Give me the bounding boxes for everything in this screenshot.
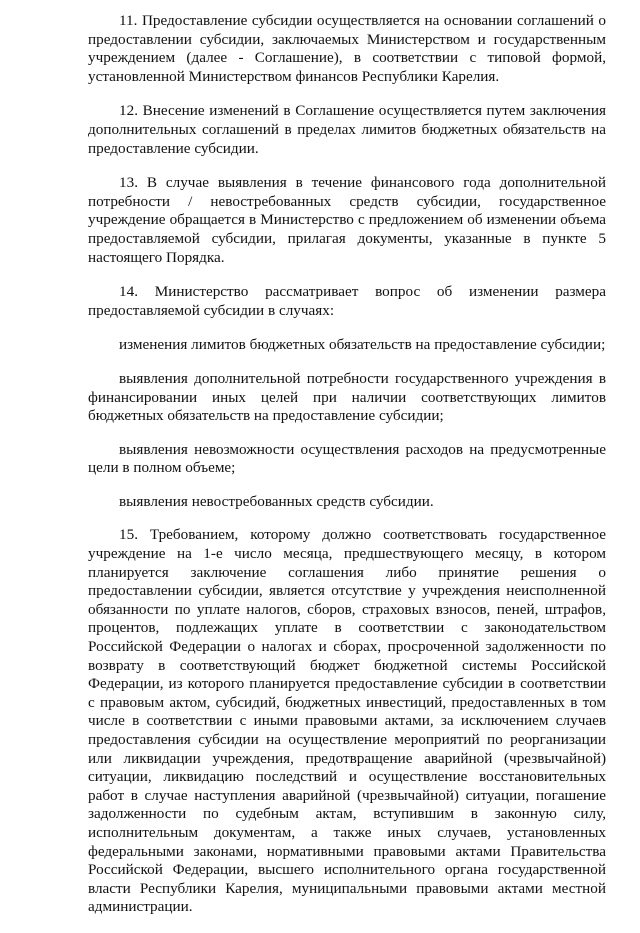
paragraph-11: 11. Предоставление субсидии осуществляется на основании соглашений о предоставлении субсидии, заключаемых Министерством и государственным учреждением (далее - Соглашение), в соответствии с типовой формой, установленной Министерством финансов Республики Карелия. bbox=[88, 12, 606, 85]
case-item-3: выявления невозможности осуществления расходов на предусмотренные цели в полном объеме; bbox=[88, 440, 606, 477]
paragraph-14: 14. Министерство рассматривает вопрос об изменении размера предоставляемой субсидии в случаях: bbox=[88, 283, 606, 319]
case-item-4: выявления невостребованных средств субсидии. bbox=[119, 492, 434, 510]
paragraph-15: 15. Требованием, которому должно соответствовать государственное учреждение на 1-е число месяца, предшествующего месяцу, в котором планируется заключение соглашения либо принятие решения о предоставлении субсидии, является отсутствие у учреждения неисполненной обязанности по уплате налогов, сборов, страховых взносов, пеней, штрафов, процентов, подлежащих уплате в соответствии с законодательством Российской Федерации о налогах и сборах, просроченной задолженности по возврату в соответствующий бюджет бюджетной системы Российской Федерации, из которого планируется предоставление субсидии в соответствии с правовым актом, субсидий, бюджетных инвестиций, предоставленных в том числе в соответствии с иными правовыми актами, за исключением случаев предоставления субсидии на осуществление мероприятий по реорганизации или ликвидации учреждения, предотвращение аварийной (чрезвычайной) ситуации, ликвидацию последствий и осуществление восстановительных работ в случае наступления аварийной (чрезвычайной) ситуации, погашение задолженности по судебным актам, вступившим в законную силу, исполнительным документам, а также иных случаев, установленных федеральными законами, нормативными правовыми актами Правительства Российской Федерации, высшего исполнительного органа государственной власти Республики Карелия, муниципальными правовыми актами местной администрации. bbox=[88, 526, 606, 916]
document-page bbox=[88, 12, 606, 933]
paragraph-12: 12. Внесение изменений в Соглашение осуществляется путем заключения дополнительных соглашений в пределах лимитов бюджетных обязательств на предоставление субсидии. bbox=[88, 102, 606, 157]
case-item-2: выявления дополнительной потребности государственного учреждения в финансировании иных целей при наличии соответствующих лимитов бюджетных обязательств на предоставление субсидии; bbox=[88, 369, 606, 425]
case-item-1: изменения лимитов бюджетных обязательств на предоставление субсидии; bbox=[119, 336, 606, 354]
paragraph-13: 13. В случае выявления в течение финансового года дополнительной потребности / невостребованных средств субсидии, государственное учреждение обращается в Министерство с предложением об изменении объема предоставляемой субсидии, прилагая документы, указанные в пункте 5 настоящего Порядка. bbox=[88, 174, 606, 266]
